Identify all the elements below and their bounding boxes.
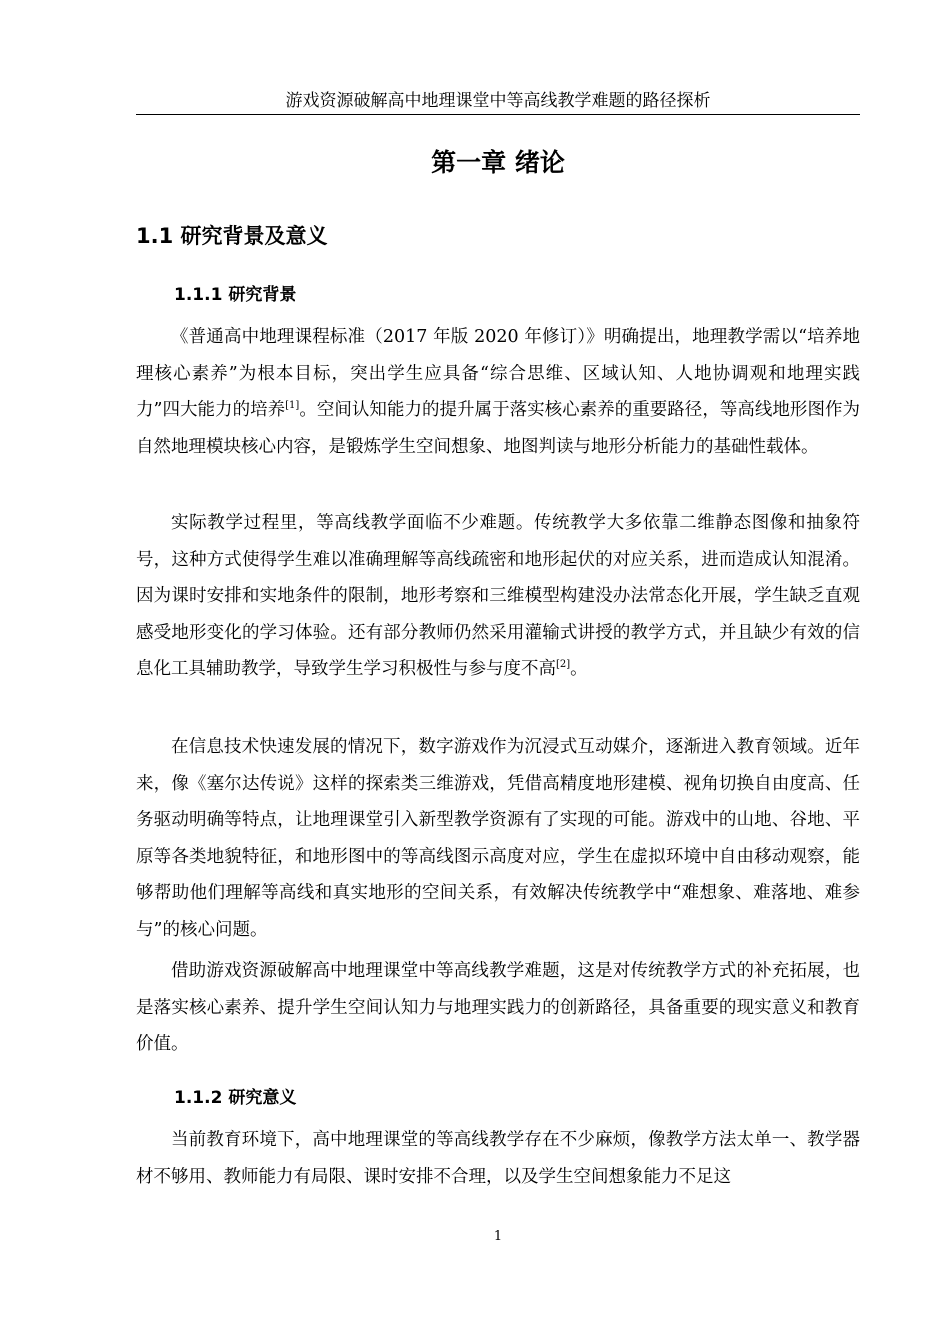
chapter-title: 第一章 绪论 bbox=[431, 148, 565, 177]
subsection-heading-background: 1.1.1 研究背景 bbox=[174, 285, 297, 305]
paragraph-text: 借助游戏资源破解高中地理课堂中等高线教学难题，这是对传统教学方式的补充拓展，也是落实核心素养、提升学生空间认知力与地理实践力的创新路径，具备重要的现实意义和教育价值。 bbox=[136, 961, 860, 1055]
section-heading: 1.1 研究背景及意义 bbox=[136, 224, 328, 248]
paragraph-text: 《普通高中地理课程标准（2017 年版 2020 年修订）》明确提出，地理教学需以“培养地理核心素养”为根本目标，突出学生应具备“综合思维、区域认知、人地协调观和地理实践力”四大能力的培养 bbox=[136, 327, 860, 421]
paragraph-text: 实际教学过程里，等高线教学面临不少难题。传统教学大多依靠二维静态图像和抽象符号，这种方式使得学生难以准确理解等高线疏密和地形起伏的对应关系，进而造成认知混淆。因为课时安排和实地条件的限制，地形考察和三维模型构建没办法常态化开展，学生缺乏直观感受地形变化的学习体验。还有部分教师仍然采用灌输式讲授的教学方式，并且缺少有效的信息化工具辅助教学，导致学生学习积极性与参与度不高 bbox=[136, 513, 860, 680]
citation-ref: [2] bbox=[556, 659, 571, 671]
running-header-title: 游戏资源破解高中地理课堂中等高线教学难题的路径探析 bbox=[285, 91, 711, 111]
citation-ref: [1] bbox=[285, 400, 300, 412]
paragraph-curriculum-standard bbox=[136, 319, 860, 465]
paragraph-current-problems bbox=[136, 1122, 860, 1195]
paragraph-text: 当前教育环境下，高中地理课堂的等高线教学存在不少麻烦，像教学方法太单一、教学器材不够用、教师能力有局限、课时安排不合理，以及学生空间想象能力不足这 bbox=[136, 1130, 860, 1187]
paragraph-significance-summary bbox=[136, 953, 860, 1063]
paragraph-digital-games bbox=[136, 729, 860, 949]
page-number: 1 bbox=[493, 1229, 503, 1244]
paragraph-text: 在信息技术快速发展的情况下，数字游戏作为沉浸式互动媒介，逐渐进入教育领域。近年来，像《塞尔达传说》这样的探索类三维游戏，凭借高精度地形建模、视角切换自由度高、任务驱动明确等特点，让地理课堂引入新型教学资源有了实现的可能。游戏中的山地、谷地、平原等各类地貌特征，和地形图中的等高线图示高度对应，学生在虚拟环境中自由移动观察，能够帮助他们理解等高线和真实地形的空间关系，有效解决传统教学中“难想象、难落地、难参与”的核心问题。 bbox=[136, 737, 860, 940]
paragraph-teaching-difficulties bbox=[136, 505, 860, 688]
paragraph-text: 。空间认知能力的提升属于落实核心素养的重要路径，等高线地形图作为自然地理模块核心内容，是锻炼学生空间想象、地图判读与地形分析能力的基础性载体。 bbox=[136, 400, 860, 457]
header-divider bbox=[136, 114, 860, 115]
paragraph-text: 。 bbox=[570, 659, 588, 680]
subsection-heading-significance: 1.1.2 研究意义 bbox=[174, 1088, 297, 1108]
